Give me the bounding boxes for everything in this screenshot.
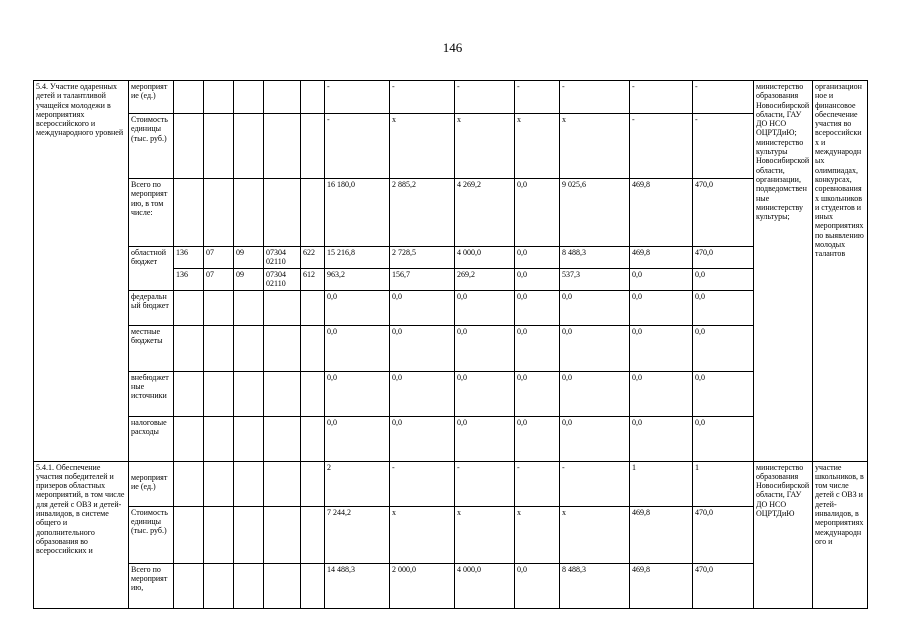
- rz-cell: [204, 325, 234, 371]
- value-cell: 4 000,0: [455, 247, 515, 269]
- pr-cell: [234, 325, 264, 371]
- grbs-cell: [174, 179, 204, 247]
- value-cell: 0,0: [515, 563, 560, 608]
- value-cell: 0,0: [455, 371, 515, 416]
- value-total-cell: 2: [325, 461, 390, 506]
- value-cell: 0,0: [515, 247, 560, 269]
- csr-cell: [264, 563, 301, 608]
- value-total-cell: 963,2: [325, 268, 390, 290]
- value-cell: 269,2: [455, 268, 515, 290]
- value-cell: 0,0: [693, 371, 754, 416]
- pr-cell: [234, 563, 264, 608]
- vr-cell: [301, 81, 325, 114]
- result-cell: участие школьников, в том числе детей с ОВЗ и детей-инвалидов, в мероприятиях международного и: [813, 461, 868, 608]
- row-label-cell: мероприятие (ед.): [129, 81, 174, 114]
- value-cell: х: [560, 114, 630, 179]
- pr-cell: [234, 416, 264, 461]
- value-cell: 0,0: [515, 179, 560, 247]
- value-cell: 469,8: [630, 506, 693, 563]
- value-cell: -: [560, 461, 630, 506]
- value-total-cell: 14 488,3: [325, 563, 390, 608]
- result-cell: организационное и финансовое обеспечение участия во всероссийских и международных олимпиадах, конкурсах, соревнованиях школьников и студентов и иных мероприятиях по выявлению молодых талантов: [813, 81, 868, 462]
- rz-cell: [204, 416, 234, 461]
- value-cell: 0,0: [630, 290, 693, 325]
- pr-cell: 09: [234, 268, 264, 290]
- rz-cell: [204, 179, 234, 247]
- pr-cell: [234, 179, 264, 247]
- row-label-cell: федеральный бюджет: [129, 290, 174, 325]
- rz-cell: [204, 506, 234, 563]
- value-cell: 0,0: [560, 371, 630, 416]
- value-cell: 4 000,0: [455, 563, 515, 608]
- pr-cell: [234, 461, 264, 506]
- vr-cell: [301, 290, 325, 325]
- value-cell: 0,0: [560, 290, 630, 325]
- value-cell: 0,0: [455, 416, 515, 461]
- executor-cell: министерство образования Новосибирской области, ГАУ ДО НСО ОЦРТДиЮ: [754, 461, 813, 608]
- value-cell: х: [455, 506, 515, 563]
- grbs-cell: [174, 461, 204, 506]
- row-label-cell: Стоимость единицы (тыс. руб.): [129, 506, 174, 563]
- csr-cell: 07304 02110: [264, 247, 301, 269]
- grbs-cell: [174, 325, 204, 371]
- csr-cell: [264, 371, 301, 416]
- value-cell: 0,0: [560, 416, 630, 461]
- value-cell: 0,0: [455, 325, 515, 371]
- vr-cell: [301, 325, 325, 371]
- value-cell: 0,0: [693, 416, 754, 461]
- task-name-cell: 5.4. Участие одаренных детей и талантливой учащейся молодежи в мероприятиях всероссийского и международного уровней: [34, 81, 129, 462]
- table-row: [34, 179, 868, 247]
- value-cell: -: [390, 81, 455, 114]
- vr-cell: [301, 506, 325, 563]
- table-row: [34, 325, 868, 371]
- value-cell: 1: [693, 461, 754, 506]
- csr-cell: [264, 416, 301, 461]
- rz-cell: [204, 290, 234, 325]
- grbs-cell: 136: [174, 247, 204, 269]
- value-total-cell: -: [325, 81, 390, 114]
- executor-cell: министерство образования Новосибирской области, ГАУ ДО НСО ОЦРТДиЮ; министерство культуры Новосибирской области, организации, подведомственные министерству культуры;: [754, 81, 813, 462]
- value-cell: -: [630, 114, 693, 179]
- value-cell: х: [560, 506, 630, 563]
- grbs-cell: 136: [174, 268, 204, 290]
- row-label-cell: Всего по мероприятию, в том числе:: [129, 179, 174, 247]
- value-cell: 2 728,5: [390, 247, 455, 269]
- row-label-cell: налоговые расходы: [129, 416, 174, 461]
- table-row: [34, 461, 868, 506]
- csr-cell: [264, 461, 301, 506]
- pr-cell: [234, 371, 264, 416]
- value-cell: 0,0: [390, 290, 455, 325]
- value-cell: -: [693, 81, 754, 114]
- grbs-cell: [174, 371, 204, 416]
- task-name-cell: 5.4.1. Обеспечение участия победителей и призеров областных мероприятий, в том числе для детей с ОВЗ и детей-инвалидов, в системе общего и дополнительного образования во всероссийских и: [34, 461, 129, 608]
- table-row: [34, 371, 868, 416]
- value-cell: х: [390, 114, 455, 179]
- value-cell: 2 885,2: [390, 179, 455, 247]
- csr-cell: [264, 290, 301, 325]
- value-cell: 0,0: [630, 416, 693, 461]
- value-total-cell: 15 216,8: [325, 247, 390, 269]
- pr-cell: [234, 114, 264, 179]
- grbs-cell: [174, 114, 204, 179]
- value-cell: 0,0: [630, 371, 693, 416]
- pr-cell: [234, 506, 264, 563]
- rz-cell: 07: [204, 268, 234, 290]
- csr-cell: [264, 114, 301, 179]
- value-cell: 0,0: [390, 371, 455, 416]
- csr-cell: [264, 325, 301, 371]
- value-cell: 156,7: [390, 268, 455, 290]
- rz-cell: [204, 461, 234, 506]
- row-label-cell: внебюджетные источники: [129, 371, 174, 416]
- vr-cell: [301, 179, 325, 247]
- rz-cell: 07: [204, 247, 234, 269]
- value-cell: 470,0: [693, 563, 754, 608]
- table-row: [34, 416, 868, 461]
- grbs-cell: [174, 563, 204, 608]
- value-cell: 1: [630, 461, 693, 506]
- value-cell: 8 488,3: [560, 563, 630, 608]
- row-label-cell: Стоимость единицы (тыс. руб.): [129, 114, 174, 179]
- vr-cell: 612: [301, 268, 325, 290]
- value-cell: -: [515, 81, 560, 114]
- csr-cell: 07304 02110: [264, 268, 301, 290]
- value-cell: 470,0: [693, 247, 754, 269]
- value-cell: 0,0: [515, 325, 560, 371]
- value-cell: 469,8: [630, 179, 693, 247]
- value-total-cell: 0,0: [325, 371, 390, 416]
- value-total-cell: -: [325, 114, 390, 179]
- table-row: [34, 114, 868, 179]
- vr-cell: [301, 461, 325, 506]
- budget-table: [33, 80, 868, 609]
- csr-cell: [264, 506, 301, 563]
- value-cell: 0,0: [693, 290, 754, 325]
- csr-cell: [264, 81, 301, 114]
- value-cell: 0,0: [693, 268, 754, 290]
- grbs-cell: [174, 290, 204, 325]
- value-cell: 0,0: [515, 371, 560, 416]
- row-label-cell: областной бюджет: [129, 247, 174, 291]
- value-cell: 8 488,3: [560, 247, 630, 269]
- value-cell: 0,0: [455, 290, 515, 325]
- rz-cell: [204, 563, 234, 608]
- row-label-cell: Всего по мероприятию,: [129, 563, 174, 608]
- value-total-cell: 0,0: [325, 325, 390, 371]
- value-cell: 2 000,0: [390, 563, 455, 608]
- row-label-cell: мероприятие (ед.): [129, 461, 174, 506]
- value-cell: 470,0: [693, 179, 754, 247]
- table-row: [34, 247, 868, 269]
- vr-cell: 622: [301, 247, 325, 269]
- value-cell: -: [693, 114, 754, 179]
- value-cell: 0,0: [515, 268, 560, 290]
- value-cell: 0,0: [693, 325, 754, 371]
- value-cell: 0,0: [630, 325, 693, 371]
- value-cell: 0,0: [515, 416, 560, 461]
- value-cell: х: [515, 114, 560, 179]
- table-row: [34, 290, 868, 325]
- value-cell: х: [455, 114, 515, 179]
- value-cell: 9 025,6: [560, 179, 630, 247]
- value-total-cell: 0,0: [325, 290, 390, 325]
- value-cell: х: [515, 506, 560, 563]
- value-cell: -: [455, 461, 515, 506]
- csr-cell: [264, 179, 301, 247]
- value-cell: 0,0: [630, 268, 693, 290]
- rz-cell: [204, 371, 234, 416]
- vr-cell: [301, 563, 325, 608]
- table-row: [34, 506, 868, 563]
- value-cell: -: [515, 461, 560, 506]
- value-cell: 537,3: [560, 268, 630, 290]
- pr-cell: [234, 290, 264, 325]
- rz-cell: [204, 114, 234, 179]
- row-label-cell: местные бюджеты: [129, 325, 174, 371]
- value-cell: 0,0: [515, 290, 560, 325]
- value-total-cell: 16 180,0: [325, 179, 390, 247]
- value-total-cell: 0,0: [325, 416, 390, 461]
- value-cell: 469,8: [630, 563, 693, 608]
- value-cell: 0,0: [390, 416, 455, 461]
- grbs-cell: [174, 506, 204, 563]
- value-cell: х: [390, 506, 455, 563]
- pr-cell: [234, 81, 264, 114]
- vr-cell: [301, 371, 325, 416]
- vr-cell: [301, 416, 325, 461]
- vr-cell: [301, 114, 325, 179]
- value-cell: 470,0: [693, 506, 754, 563]
- pr-cell: 09: [234, 247, 264, 269]
- value-cell: 0,0: [560, 325, 630, 371]
- page-number: 146: [442, 40, 463, 55]
- value-total-cell: 7 244,2: [325, 506, 390, 563]
- value-cell: 469,8: [630, 247, 693, 269]
- value-cell: -: [560, 81, 630, 114]
- value-cell: -: [390, 461, 455, 506]
- table-row: [34, 563, 868, 608]
- value-cell: -: [455, 81, 515, 114]
- grbs-cell: [174, 416, 204, 461]
- table-row: [34, 81, 868, 114]
- rz-cell: [204, 81, 234, 114]
- value-cell: -: [630, 81, 693, 114]
- value-cell: 0,0: [390, 325, 455, 371]
- value-cell: 4 269,2: [455, 179, 515, 247]
- grbs-cell: [174, 81, 204, 114]
